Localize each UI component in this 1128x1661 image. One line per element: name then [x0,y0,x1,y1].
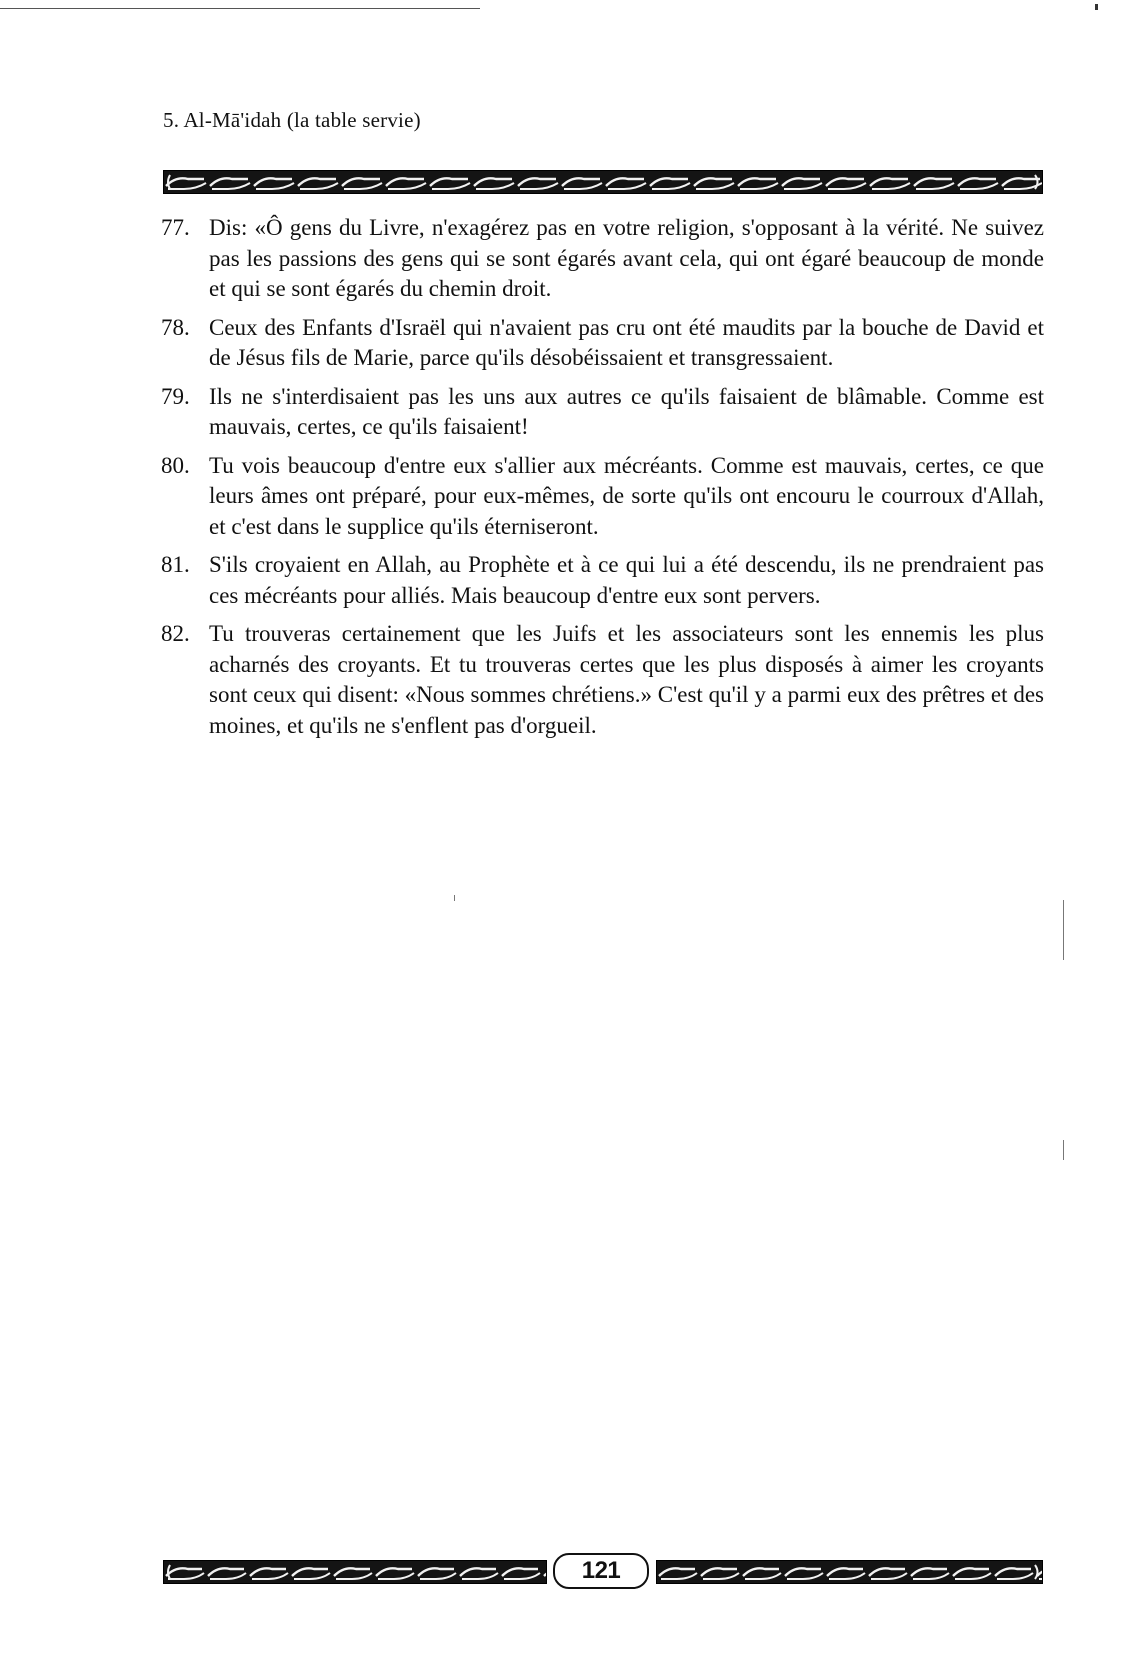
scan-artifact [454,895,455,901]
verse-text: Ceux des Enfants d'Israël qui n'avaient pas cru ont été maudits par la bouche de David et de Jésus fils de Marie, parce qu'ils désobéissaient et transgressaient. [209,314,1044,370]
ornament-chain-pattern [164,171,1042,193]
verse-77 [161,213,1044,305]
surah-header: 5. Al-Mā'idah (la table servie) [163,108,421,132]
verse-text: S'ils croyaient en Allah, au Prophète et à ce qui lui a été descendu, ils ne prendraient pas ces mécréants pour alliés. Mais beaucoup d'entre eux sont pervers. [209,552,1044,608]
verse-82 [161,619,1044,741]
verse-text: Tu vois beaucoup d'entre eux s'allier aux mécréants. Comme est mauvais, certes, ce que leurs âmes ont préparé, pour eux-mêmes, de sorte qu'ils ont encouru le courroux d'Allah, et c'est dans le supplice qu'ils éterniseront. [209,452,1044,539]
verse-text: Ils ne s'interdisaient pas les uns aux autres ce qu'ils faisaient de blâmable. Comme est mauvais, certes, ce qu'ils faisaient! [209,383,1044,439]
verse-80 [161,451,1044,543]
top-rule [0,8,480,9]
page-number: 121 [553,1553,649,1589]
verse-number: 77. [161,215,190,240]
corner-mark [1095,4,1098,10]
ornamental-border-bottom-right [656,1560,1043,1584]
scan-artifact [1063,1140,1064,1160]
verse-81 [161,550,1044,611]
verse-list [161,213,1044,749]
ornament-chain-pattern [164,1561,546,1583]
verse-text: Dis: «Ô gens du Livre, n'exagérez pas en votre religion, s'opposant à la vérité. Ne suivez pas les passions des gens qui se sont égarés avant cela, qui ont égaré beaucoup de monde et qui se sont égarés du chemin droit. [209,215,1044,301]
ornamental-border-bottom-left [163,1560,547,1584]
verse-79 [161,382,1044,443]
verse-number: 81. [161,552,190,577]
scan-artifact [1063,900,1064,960]
verse-number: 78. [161,314,190,340]
verse-78 [161,313,1044,374]
verse-number: 80. [161,452,190,478]
ornamental-border-top [163,170,1043,194]
verse-number: 82. [161,621,190,646]
verse-number: 79. [161,383,190,409]
ornament-chain-pattern [657,1561,1042,1583]
verse-text: Tu trouveras certainement que les Juifs et les associateurs sont les ennemis les plus acharnés des croyants. Et tu trouveras certes que les plus disposés à aimer les croyants sont ceux qui disent: «Nous sommes chrétiens.» C'est qu'il y a parmi eux des prêtres et des moines, et qu'ils ne s'enflent pas d'orgueil. [209,621,1044,738]
